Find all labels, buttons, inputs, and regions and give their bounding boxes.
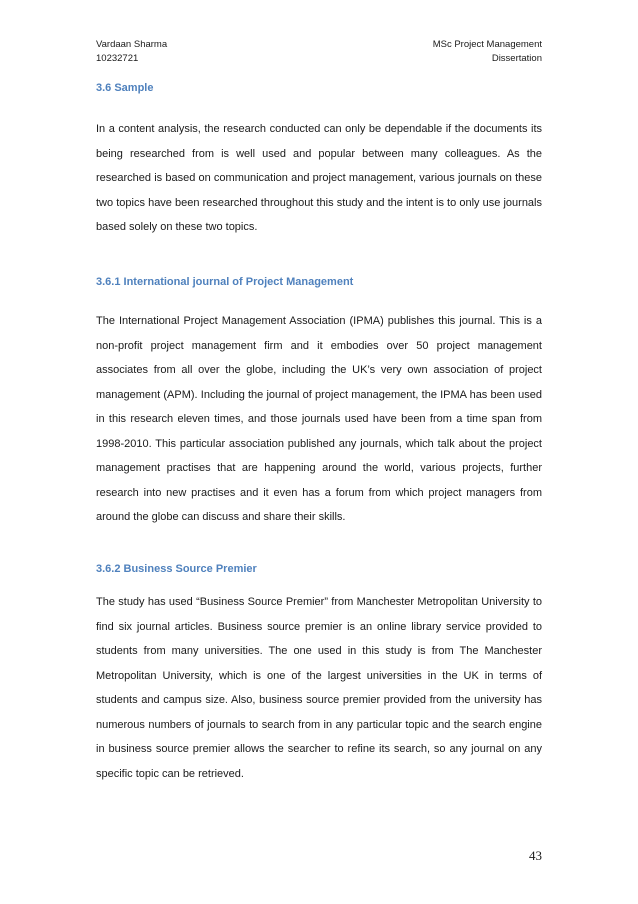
- student-id: 10232721: [96, 53, 139, 64]
- section-body-sample: [96, 117, 542, 240]
- paragraph: The International Project Management Association (IPMA) publishes this journal. This is a non-profit project management firm and it embodies over 50 project management associates from all over the globe, including the UK’s very own association of project management (APM). Including the journal of project management, the IPMA has been used in this research eleven times, and those journals used have been from a time span from 1998-2010. This particular association published any journals, which talk about the project management practises that are happening around the world, various projects, further research into new practises and it even has a forum from which project managers from around the globe can discuss and share their skills.: [96, 315, 542, 523]
- header-left: [96, 38, 167, 66]
- section-heading-bsp: [96, 562, 542, 576]
- paragraph: The study has used “Business Source Premier” from Manchester Metropolitan University to find six journal articles. Business source premier is an online library service provided to students from many universities. The one used in this study is from The Manchester Metropolitan University, which is one of the largest universities in the UK in terms of students and campus size. Also, business source premier provided from the university has numerous numbers of journals to search from in any particular topic and the search engine in business source premier allows the searcher to refine its search, so any journal on any specific topic can be retrieved.: [96, 596, 542, 780]
- course-name: MSc Project Management: [432, 39, 542, 50]
- section-heading-ijpm: [96, 275, 542, 289]
- section-title: 3.6.2 Business Source Premier: [96, 563, 257, 575]
- document-type: Dissertation: [491, 53, 542, 64]
- paragraph: In a content analysis, the research conducted can only be dependable if the documents its being researched from is well used and popular between many colleagues. As the researched is based on communication and project management, various journals on these two topics have been researched throughout this study and the intent is to only use journals based solely on these two topics.: [96, 123, 542, 233]
- section-body-ijpm: [96, 309, 542, 530]
- section-heading-sample: [96, 81, 542, 95]
- page-number: 43: [529, 848, 542, 863]
- header-right: [433, 38, 542, 66]
- section-body-bsp: [96, 590, 542, 786]
- author-name: Vardaan Sharma: [96, 39, 168, 50]
- section-title: 3.6.1 International journal of Project Management: [96, 276, 354, 288]
- section-title: 3.6 Sample: [96, 82, 154, 94]
